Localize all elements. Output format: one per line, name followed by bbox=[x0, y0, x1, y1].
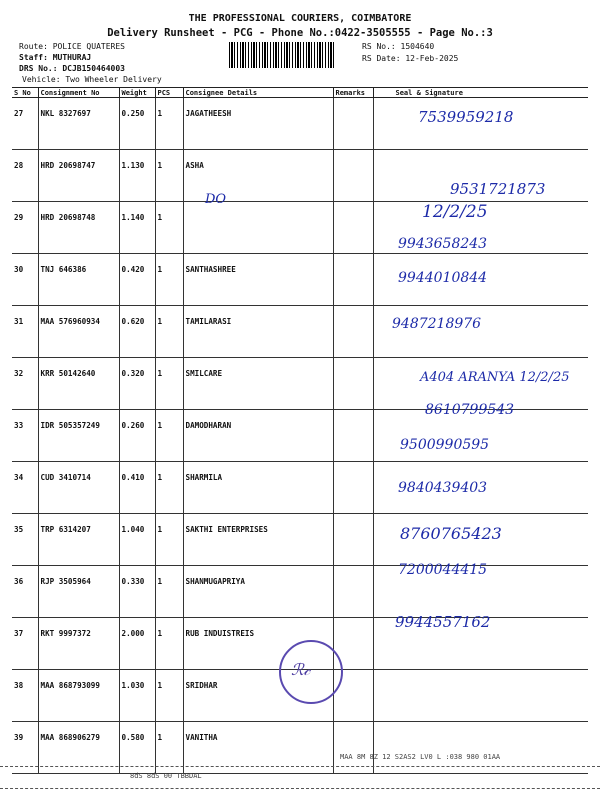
handwritten-signature: 9943658243 bbox=[398, 236, 488, 252]
cell-pcs: 1 bbox=[155, 670, 183, 722]
footer-mirrored-line2: 8dS 8dS 00 TBBDAL bbox=[130, 772, 202, 780]
route-label: Route: POLICE QUATERES bbox=[19, 42, 125, 51]
cell-consignee: TAMILARASI bbox=[183, 306, 333, 358]
cell-consignment: HRD 20698747 bbox=[38, 150, 119, 202]
cell-consignment: TRP 6314207 bbox=[38, 514, 119, 566]
handwritten-signature: 9944557162 bbox=[395, 613, 491, 631]
cell-signature bbox=[373, 670, 588, 722]
cell-sno: 34 bbox=[12, 462, 38, 514]
handwritten-signature: 9487218976 bbox=[392, 316, 482, 332]
row29-mark: DO bbox=[205, 192, 227, 207]
col-remarks: Remarks bbox=[333, 88, 373, 98]
cell-consignee: SANTHASHREE bbox=[183, 254, 333, 306]
cell-sno: 39 bbox=[12, 722, 38, 774]
footer-divider-bottom bbox=[0, 788, 600, 790]
col-weight: Weight bbox=[119, 88, 155, 98]
drs-label: DRS No.: DCJB150464003 bbox=[19, 64, 125, 73]
company-title: THE PROFESSIONAL COURIERS, COIMBATORE bbox=[188, 13, 412, 24]
cell-consignee: SRIDHAR bbox=[183, 670, 333, 722]
cell-consignment: TNJ 646386 bbox=[38, 254, 119, 306]
col-consignee: Consignee Details bbox=[183, 88, 333, 98]
handwritten-signature: 8760765423 bbox=[400, 524, 502, 543]
cell-sno: 29 bbox=[12, 202, 38, 254]
cell-remarks bbox=[333, 462, 373, 514]
cell-consignee: SMILCARE bbox=[183, 358, 333, 410]
cell-remarks bbox=[333, 254, 373, 306]
handwritten-signature: 7539959218 bbox=[418, 108, 514, 126]
table-row bbox=[12, 566, 588, 618]
cell-remarks bbox=[333, 358, 373, 410]
footer-mirrored-line: MAA 8M 8Z 12 S2АS2 LV0 L :038 980 01АА bbox=[340, 753, 501, 761]
cell-weight: 0.620 bbox=[119, 306, 155, 358]
cell-weight: 1.040 bbox=[119, 514, 155, 566]
cell-weight: 0.420 bbox=[119, 254, 155, 306]
handwritten-signature: 7200044415 bbox=[398, 562, 488, 578]
cell-consignment: MAA 576960934 bbox=[38, 306, 119, 358]
cell-weight: 0.250 bbox=[119, 98, 155, 150]
cell-weight: 2.000 bbox=[119, 618, 155, 670]
cell-weight: 1.140 bbox=[119, 202, 155, 254]
cell-pcs: 1 bbox=[155, 358, 183, 410]
cell-sno: 28 bbox=[12, 150, 38, 202]
cell-consignment: RJP 3505964 bbox=[38, 566, 119, 618]
cell-weight: 0.320 bbox=[119, 358, 155, 410]
cell-pcs: 1 bbox=[155, 722, 183, 774]
handwritten-signature: 9944010844 bbox=[398, 270, 488, 286]
table-row bbox=[12, 306, 588, 358]
cell-remarks bbox=[333, 566, 373, 618]
cell-sno: 38 bbox=[12, 670, 38, 722]
cell-consignee: VANITHA bbox=[183, 722, 333, 774]
table-row bbox=[12, 254, 588, 306]
cell-consignment: RKT 9997372 bbox=[38, 618, 119, 670]
col-signature: Seal & Signature bbox=[373, 88, 588, 98]
cell-consignment: CUD 3410714 bbox=[38, 462, 119, 514]
cell-sno: 33 bbox=[12, 410, 38, 462]
cell-sno: 35 bbox=[12, 514, 38, 566]
table-row bbox=[12, 462, 588, 514]
cell-pcs: 1 bbox=[155, 410, 183, 462]
cell-pcs: 1 bbox=[155, 98, 183, 150]
cell-sno: 30 bbox=[12, 254, 38, 306]
table-row bbox=[12, 202, 588, 254]
vehicle-label: Vehicle: Two Wheeler Delivery bbox=[22, 75, 162, 84]
cell-remarks bbox=[333, 514, 373, 566]
cell-remarks bbox=[333, 306, 373, 358]
cell-pcs: 1 bbox=[155, 202, 183, 254]
col-consignment: Consignment No bbox=[38, 88, 119, 98]
handwritten-signature: 9531721873 bbox=[450, 180, 546, 198]
handwritten-signature: 8610799543 bbox=[425, 402, 515, 418]
cell-sno: 36 bbox=[12, 566, 38, 618]
cell-pcs: 1 bbox=[155, 462, 183, 514]
cell-pcs: 1 bbox=[155, 306, 183, 358]
cell-sno: 31 bbox=[12, 306, 38, 358]
cell-consignee: ASHA bbox=[183, 150, 333, 202]
cell-consignee bbox=[183, 202, 333, 254]
cell-consignment: MAA 868906279 bbox=[38, 722, 119, 774]
cell-pcs: 1 bbox=[155, 566, 183, 618]
cell-consignment: MAA 868793099 bbox=[38, 670, 119, 722]
cell-consignee: SHANMUGAPRIYA bbox=[183, 566, 333, 618]
runsheet-subtitle: Delivery Runsheet - PCG - Phone No.:0422-3505555 - Page No.:3 bbox=[107, 27, 493, 39]
rs-number: RS No.: 1504640 bbox=[362, 42, 435, 51]
cell-pcs: 1 bbox=[155, 254, 183, 306]
col-sno: S No bbox=[12, 88, 38, 98]
cell-remarks bbox=[333, 410, 373, 462]
cell-sno: 27 bbox=[12, 98, 38, 150]
cell-pcs: 1 bbox=[155, 618, 183, 670]
cell-consignment: HRD 20698748 bbox=[38, 202, 119, 254]
cell-consignee: DAMODHARAN bbox=[183, 410, 333, 462]
cell-weight: 1.030 bbox=[119, 670, 155, 722]
handwritten-signature: A404 ARANYA 12/2/25 bbox=[420, 370, 570, 385]
cell-sno: 37 bbox=[12, 618, 38, 670]
col-pcs: PCS bbox=[155, 88, 183, 98]
delivery-stamp bbox=[279, 640, 343, 704]
handwritten-signature: 9500990595 bbox=[400, 437, 490, 453]
cell-weight: 1.130 bbox=[119, 150, 155, 202]
cell-consignee: JAGATHEESH bbox=[183, 98, 333, 150]
handwritten-signature: 12/2/25 bbox=[422, 202, 488, 222]
cell-weight: 0.330 bbox=[119, 566, 155, 618]
cell-sno: 32 bbox=[12, 358, 38, 410]
cell-consignment: NKL 8327697 bbox=[38, 98, 119, 150]
cell-weight: 0.580 bbox=[119, 722, 155, 774]
barcode bbox=[229, 42, 336, 68]
table-header-row bbox=[12, 88, 588, 98]
footer-divider bbox=[0, 766, 600, 768]
cell-remarks bbox=[333, 202, 373, 254]
stamp-signature: ℛ𝒸 bbox=[291, 660, 311, 679]
cell-remarks bbox=[333, 150, 373, 202]
cell-consignee: SAKTHI ENTERPRISES bbox=[183, 514, 333, 566]
cell-weight: 0.410 bbox=[119, 462, 155, 514]
cell-consignment: IDR 505357249 bbox=[38, 410, 119, 462]
staff-label: Staff: MUTHURAJ bbox=[19, 53, 92, 62]
cell-pcs: 1 bbox=[155, 150, 183, 202]
handwritten-signature: 9840439403 bbox=[398, 480, 488, 496]
rs-date: RS Date: 12-Feb-2025 bbox=[362, 54, 459, 63]
cell-consignee: SHARMILA bbox=[183, 462, 333, 514]
cell-remarks bbox=[333, 98, 373, 150]
cell-weight: 0.260 bbox=[119, 410, 155, 462]
cell-consignment: KRR 50142640 bbox=[38, 358, 119, 410]
cell-consignee: RUB INDUISTREIS bbox=[183, 618, 333, 670]
cell-pcs: 1 bbox=[155, 514, 183, 566]
